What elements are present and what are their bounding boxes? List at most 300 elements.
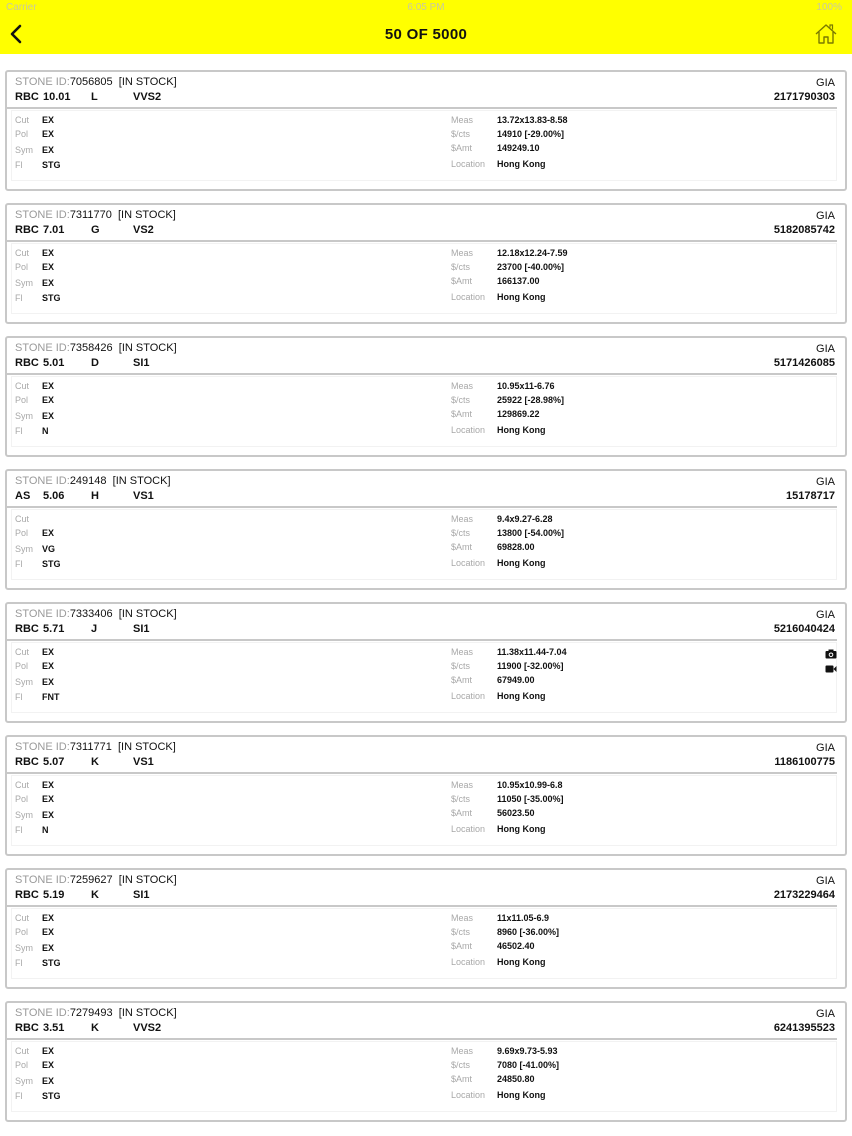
divider — [7, 1038, 837, 1040]
price-cts-row — [451, 661, 564, 671]
stone-id: 7358426 — [69, 342, 113, 354]
fl-value: STG — [42, 293, 61, 303]
location-value: Hong Kong — [497, 159, 546, 169]
sym-value: EX — [42, 677, 55, 687]
color-grade: J — [91, 623, 98, 635]
cut-value: EX — [42, 115, 55, 125]
amount-row — [451, 276, 540, 286]
sym-label: Sym — [15, 411, 33, 421]
stone-id-label: STONE ID: — [15, 475, 70, 487]
clarity-grade: VVS2 — [133, 91, 162, 103]
amount-value: 129869.22 — [497, 409, 540, 419]
location-label: Location — [451, 824, 486, 834]
fl-value: STG — [42, 958, 61, 968]
price-cts-value: 11900 [-32.00%] — [497, 661, 564, 671]
cut-row — [15, 1046, 54, 1056]
sym-row — [15, 943, 54, 953]
stock-status: [IN STOCK] — [118, 874, 177, 886]
sym-label: Sym — [15, 943, 33, 953]
stone-id-label: STONE ID: — [15, 342, 70, 354]
location-row — [451, 691, 546, 701]
shape: RBC — [15, 889, 39, 901]
sym-value: EX — [42, 943, 55, 953]
stock-status: [IN STOCK] — [118, 1007, 177, 1019]
stone-card-4[interactable] — [5, 469, 847, 590]
meas-value: 12.18x12.24-7.59 — [497, 248, 568, 258]
stone-id-label: STONE ID: — [15, 741, 70, 753]
amount-value: 166137.00 — [497, 276, 540, 286]
cut-row — [15, 514, 42, 524]
price-cts-row — [451, 395, 564, 405]
location-row — [451, 159, 546, 169]
pol-row — [15, 927, 54, 937]
pol-value: EX — [42, 395, 55, 405]
shape: RBC — [15, 756, 39, 768]
stone-summary-row — [15, 224, 154, 236]
certificate-number[interactable]: 2173229464 — [773, 889, 835, 901]
pol-label: Pol — [15, 129, 29, 139]
pol-row — [15, 262, 54, 272]
cut-value: EX — [42, 780, 55, 790]
cut-label: Cut — [15, 913, 30, 923]
clarity-grade: VS2 — [133, 224, 154, 236]
lab-name: GIA — [816, 875, 835, 887]
pol-row — [15, 129, 54, 139]
price-cts-label: $/cts — [451, 794, 471, 804]
stone-id: 7311770 — [69, 209, 112, 221]
price-cts-row — [451, 528, 564, 538]
amount-row — [451, 409, 540, 419]
stone-summary-row — [15, 357, 150, 369]
meas-row — [451, 780, 563, 790]
certificate-number[interactable]: 5216040424 — [773, 623, 835, 635]
stone-id: 7056805 — [69, 76, 113, 88]
clarity-grade: VS1 — [133, 756, 154, 768]
stock-status: [IN STOCK] — [112, 475, 171, 487]
color-grade: L — [91, 91, 98, 103]
lab-name: GIA — [816, 77, 835, 89]
amount-label: $Amt — [451, 675, 473, 685]
video-icon[interactable] — [825, 661, 837, 671]
carat: 7.01 — [43, 224, 65, 236]
meas-label: Meas — [451, 514, 474, 524]
details-box — [11, 243, 837, 314]
location-row — [451, 558, 546, 568]
meas-value: 10.95x10.99-6.8 — [497, 780, 563, 790]
amount-label: $Amt — [451, 542, 473, 552]
stone-id-label: STONE ID: — [15, 1007, 70, 1019]
pol-row — [15, 395, 54, 405]
fl-label: Fl — [15, 559, 23, 569]
amount-value: 69828.00 — [497, 542, 535, 552]
pol-value: EX — [42, 661, 55, 671]
pol-label: Pol — [15, 927, 29, 937]
stone-card-6[interactable] — [5, 735, 847, 856]
meas-label: Meas — [451, 647, 474, 657]
location-value: Hong Kong — [497, 292, 546, 302]
sym-value: EX — [42, 145, 55, 155]
location-row — [451, 1090, 546, 1100]
battery-label: 100% — [816, 2, 842, 13]
cut-label: Cut — [15, 1046, 30, 1056]
color-grade: K — [91, 889, 99, 901]
location-value: Hong Kong — [497, 1090, 546, 1100]
divider — [7, 240, 837, 242]
sym-value: VG — [42, 544, 56, 554]
cut-label: Cut — [15, 381, 30, 391]
stock-status: [IN STOCK] — [117, 741, 176, 753]
carrier-label: Carrier — [6, 2, 37, 13]
pol-label: Pol — [15, 661, 29, 671]
amount-label: $Amt — [451, 276, 473, 286]
fl-value: N — [42, 426, 49, 436]
cut-row — [15, 647, 54, 657]
sym-row — [15, 544, 55, 554]
cut-row — [15, 913, 54, 923]
certificate-number[interactable]: 1186100775 — [774, 756, 835, 768]
camera-icon[interactable] — [825, 646, 837, 656]
amount-label: $Amt — [451, 808, 473, 818]
stone-card-2[interactable] — [5, 203, 847, 324]
carat: 5.71 — [43, 623, 65, 635]
fl-value: STG — [42, 559, 61, 569]
stone-summary-row — [15, 1022, 161, 1034]
meas-value: 11x11.05-6.9 — [497, 913, 550, 923]
location-label: Location — [451, 159, 486, 169]
sym-label: Sym — [15, 278, 33, 288]
stone-id: 7311771 — [69, 741, 112, 753]
stock-status: [IN STOCK] — [117, 209, 176, 221]
clarity-grade: VS1 — [133, 490, 154, 502]
meas-label: Meas — [451, 780, 474, 790]
location-row — [451, 957, 546, 967]
details-box — [11, 1041, 837, 1112]
carat: 5.06 — [43, 490, 65, 502]
details-box — [11, 509, 837, 580]
fl-label: Fl — [15, 160, 23, 170]
meas-value: 9.4x9.27-6.28 — [497, 514, 553, 524]
location-row — [451, 824, 546, 834]
location-label: Location — [451, 558, 486, 568]
location-row — [451, 425, 546, 435]
carat: 3.51 — [43, 1022, 65, 1034]
meas-label: Meas — [451, 381, 474, 391]
price-cts-value: 7080 [-41.00%] — [497, 1060, 560, 1070]
stone-id: 249148 — [69, 475, 107, 487]
stone-id-label: STONE ID: — [15, 76, 70, 88]
cut-row — [15, 780, 54, 790]
price-cts-value: 13800 [-54.00%] — [497, 528, 565, 538]
stone-id: 7259627 — [69, 874, 113, 886]
amount-value: 24850.80 — [497, 1074, 535, 1084]
certificate-number[interactable]: 5171426085 — [773, 357, 835, 369]
location-label: Location — [451, 691, 486, 701]
location-label: Location — [451, 292, 486, 302]
certificate-number[interactable]: 5182085742 — [773, 224, 835, 236]
amount-row — [451, 542, 535, 552]
fl-row — [15, 825, 49, 835]
stone-card-3[interactable] — [5, 336, 847, 457]
sym-label: Sym — [15, 1076, 33, 1086]
stone-summary-row — [15, 490, 154, 502]
stock-status: [IN STOCK] — [118, 608, 177, 620]
price-cts-label: $/cts — [451, 262, 471, 272]
sym-row — [15, 677, 54, 687]
sym-label: Sym — [15, 544, 33, 554]
shape: RBC — [15, 91, 39, 103]
fl-value: FNT — [42, 692, 60, 702]
clarity-grade: SI1 — [133, 623, 150, 635]
meas-label: Meas — [451, 1046, 474, 1056]
certificate-number[interactable]: 15178717 — [786, 490, 835, 502]
divider — [7, 639, 837, 641]
amount-row — [451, 1074, 535, 1084]
fl-row — [15, 293, 61, 303]
stone-id-row — [15, 475, 171, 487]
lab-name: GIA — [816, 210, 835, 222]
meas-value: 10.95x11-6.76 — [497, 381, 555, 391]
cut-value: EX — [42, 1046, 55, 1056]
location-value: Hong Kong — [497, 957, 546, 967]
lab-name: GIA — [816, 476, 835, 488]
divider — [7, 107, 837, 109]
home-button[interactable] — [814, 22, 838, 46]
meas-label: Meas — [451, 115, 474, 125]
amount-row — [451, 675, 535, 685]
shape: RBC — [15, 224, 39, 236]
stone-id-row — [15, 76, 177, 88]
stone-id-label: STONE ID: — [15, 608, 70, 620]
stone-id-row — [15, 608, 177, 620]
location-label: Location — [451, 425, 486, 435]
stone-id-row — [15, 741, 176, 753]
stone-summary-row — [15, 623, 150, 635]
details-box — [11, 775, 837, 846]
price-cts-label: $/cts — [451, 129, 471, 139]
clarity-grade: SI1 — [133, 889, 150, 901]
cut-value: EX — [42, 647, 55, 657]
fl-label: Fl — [15, 293, 23, 303]
meas-row — [451, 514, 553, 524]
fl-value: N — [42, 825, 49, 835]
sym-row — [15, 1076, 54, 1086]
meas-row — [451, 913, 549, 923]
sym-value: EX — [42, 1076, 55, 1086]
divider — [7, 373, 837, 375]
stone-list — [5, 70, 847, 1134]
stone-summary-row — [15, 889, 150, 901]
certificate-number[interactable]: 6241395523 — [773, 1022, 835, 1034]
clarity-grade: SI1 — [133, 357, 150, 369]
stone-summary-row — [15, 756, 154, 768]
price-cts-value: 11050 [-35.00%] — [497, 794, 564, 804]
cut-label: Cut — [15, 514, 30, 524]
sym-value: EX — [42, 810, 55, 820]
color-grade: G — [91, 224, 100, 236]
stone-id-row — [15, 342, 177, 354]
pol-value: EX — [42, 1060, 55, 1070]
shape: RBC — [15, 1022, 39, 1034]
sym-row — [15, 411, 54, 421]
pol-row — [15, 794, 54, 804]
cut-row — [15, 248, 54, 258]
meas-row — [451, 248, 568, 258]
sym-row — [15, 145, 54, 155]
amount-row — [451, 941, 535, 951]
stone-card-8[interactable] — [5, 1001, 847, 1122]
lab-name: GIA — [816, 609, 835, 621]
meas-value: 13.72x13.83-8.58 — [497, 115, 568, 125]
meas-row — [451, 1046, 558, 1056]
fl-value: STG — [42, 1091, 61, 1101]
pol-label: Pol — [15, 1060, 29, 1070]
pol-value: EX — [42, 927, 55, 937]
navigation-bar — [0, 0, 852, 54]
fl-row — [15, 692, 60, 702]
pol-row — [15, 1060, 54, 1070]
price-cts-label: $/cts — [451, 528, 471, 538]
fl-value: STG — [42, 160, 61, 170]
meas-row — [451, 115, 568, 125]
fl-row — [15, 958, 61, 968]
cut-value: EX — [42, 381, 55, 391]
sym-label: Sym — [15, 145, 33, 155]
color-grade: K — [91, 1022, 99, 1034]
carat: 5.01 — [43, 357, 65, 369]
amount-value: 46502.40 — [497, 941, 535, 951]
shape: AS — [15, 490, 31, 502]
stock-status: [IN STOCK] — [118, 76, 177, 88]
stone-id-row — [15, 874, 177, 886]
fl-label: Fl — [15, 825, 23, 835]
pol-row — [15, 528, 54, 538]
meas-row — [451, 647, 567, 657]
meas-value: 9.69x9.73-5.93 — [497, 1046, 558, 1056]
price-cts-label: $/cts — [451, 395, 471, 405]
sym-row — [15, 810, 54, 820]
amount-value: 56023.50 — [497, 808, 535, 818]
stone-card-7[interactable] — [5, 868, 847, 989]
sym-label: Sym — [15, 677, 33, 687]
fl-label: Fl — [15, 426, 23, 436]
cut-label: Cut — [15, 780, 30, 790]
stock-status: [IN STOCK] — [118, 342, 177, 354]
amount-label: $Amt — [451, 143, 473, 153]
location-row — [451, 292, 546, 302]
divider — [7, 772, 837, 774]
sym-value: EX — [42, 278, 55, 288]
carat: 5.19 — [43, 889, 65, 901]
fl-label: Fl — [15, 692, 23, 702]
details-box — [11, 110, 837, 181]
cut-label: Cut — [15, 647, 30, 657]
price-cts-row — [451, 1060, 559, 1070]
pol-value: EX — [42, 794, 55, 804]
fl-row — [15, 160, 61, 170]
color-grade: K — [91, 756, 99, 768]
lab-name: GIA — [816, 742, 835, 754]
stone-id: 7279493 — [69, 1007, 113, 1019]
status-bar — [0, 0, 852, 16]
sym-value: EX — [42, 411, 55, 421]
price-cts-row — [451, 794, 564, 804]
stone-card-5[interactable] — [5, 602, 847, 723]
price-cts-value: 8960 [-36.00%] — [497, 927, 560, 937]
cut-label: Cut — [15, 248, 30, 258]
pol-label: Pol — [15, 794, 29, 804]
home-icon — [814, 22, 838, 46]
details-box — [11, 376, 837, 447]
price-cts-label: $/cts — [451, 927, 471, 937]
location-value: Hong Kong — [497, 425, 546, 435]
carat: 10.01 — [43, 91, 71, 103]
location-label: Location — [451, 957, 486, 967]
stone-card-1[interactable] — [5, 70, 847, 191]
amount-row — [451, 143, 540, 153]
meas-label: Meas — [451, 913, 474, 923]
price-cts-value: 14910 [-29.00%] — [497, 129, 565, 139]
lab-name: GIA — [816, 1008, 835, 1020]
price-cts-row — [451, 262, 564, 272]
page-title: 50 OF 5000 — [384, 26, 468, 43]
cut-value: EX — [42, 248, 55, 258]
meas-value: 11.38x11.44-7.04 — [497, 647, 567, 657]
cut-row — [15, 381, 54, 391]
carat: 5.07 — [43, 756, 65, 768]
details-box — [11, 908, 837, 979]
stone-id: 7333406 — [69, 608, 113, 620]
certificate-number[interactable]: 2171790303 — [773, 91, 835, 103]
fl-label: Fl — [15, 958, 23, 968]
price-cts-label: $/cts — [451, 1060, 471, 1070]
stone-id-row — [15, 209, 176, 221]
fl-label: Fl — [15, 1091, 23, 1101]
price-cts-value: 23700 [-40.00%] — [497, 262, 565, 272]
fl-row — [15, 426, 49, 436]
price-cts-label: $/cts — [451, 661, 471, 671]
fl-row — [15, 559, 61, 569]
location-value: Hong Kong — [497, 558, 546, 568]
location-label: Location — [451, 1090, 486, 1100]
meas-label: Meas — [451, 248, 474, 258]
sym-row — [15, 278, 54, 288]
lab-name: GIA — [816, 343, 835, 355]
location-value: Hong Kong — [497, 691, 546, 701]
amount-value: 67949.00 — [497, 675, 535, 685]
clarity-grade: VVS2 — [133, 1022, 162, 1034]
shape: RBC — [15, 623, 39, 635]
stone-summary-row — [15, 91, 161, 103]
fl-row — [15, 1091, 61, 1101]
details-box — [11, 642, 837, 713]
pol-row — [15, 661, 54, 671]
amount-row — [451, 808, 535, 818]
pol-value: EX — [42, 528, 55, 538]
location-value: Hong Kong — [497, 824, 546, 834]
price-cts-row — [451, 927, 559, 937]
pol-value: EX — [42, 262, 55, 272]
meas-row — [451, 381, 555, 391]
pol-label: Pol — [15, 262, 29, 272]
stone-id-row — [15, 1007, 177, 1019]
amount-label: $Amt — [451, 1074, 473, 1084]
shape: RBC — [15, 357, 39, 369]
divider — [7, 905, 837, 907]
amount-label: $Amt — [451, 409, 473, 419]
cut-row — [15, 115, 54, 125]
pol-label: Pol — [15, 528, 29, 538]
sym-label: Sym — [15, 810, 33, 820]
